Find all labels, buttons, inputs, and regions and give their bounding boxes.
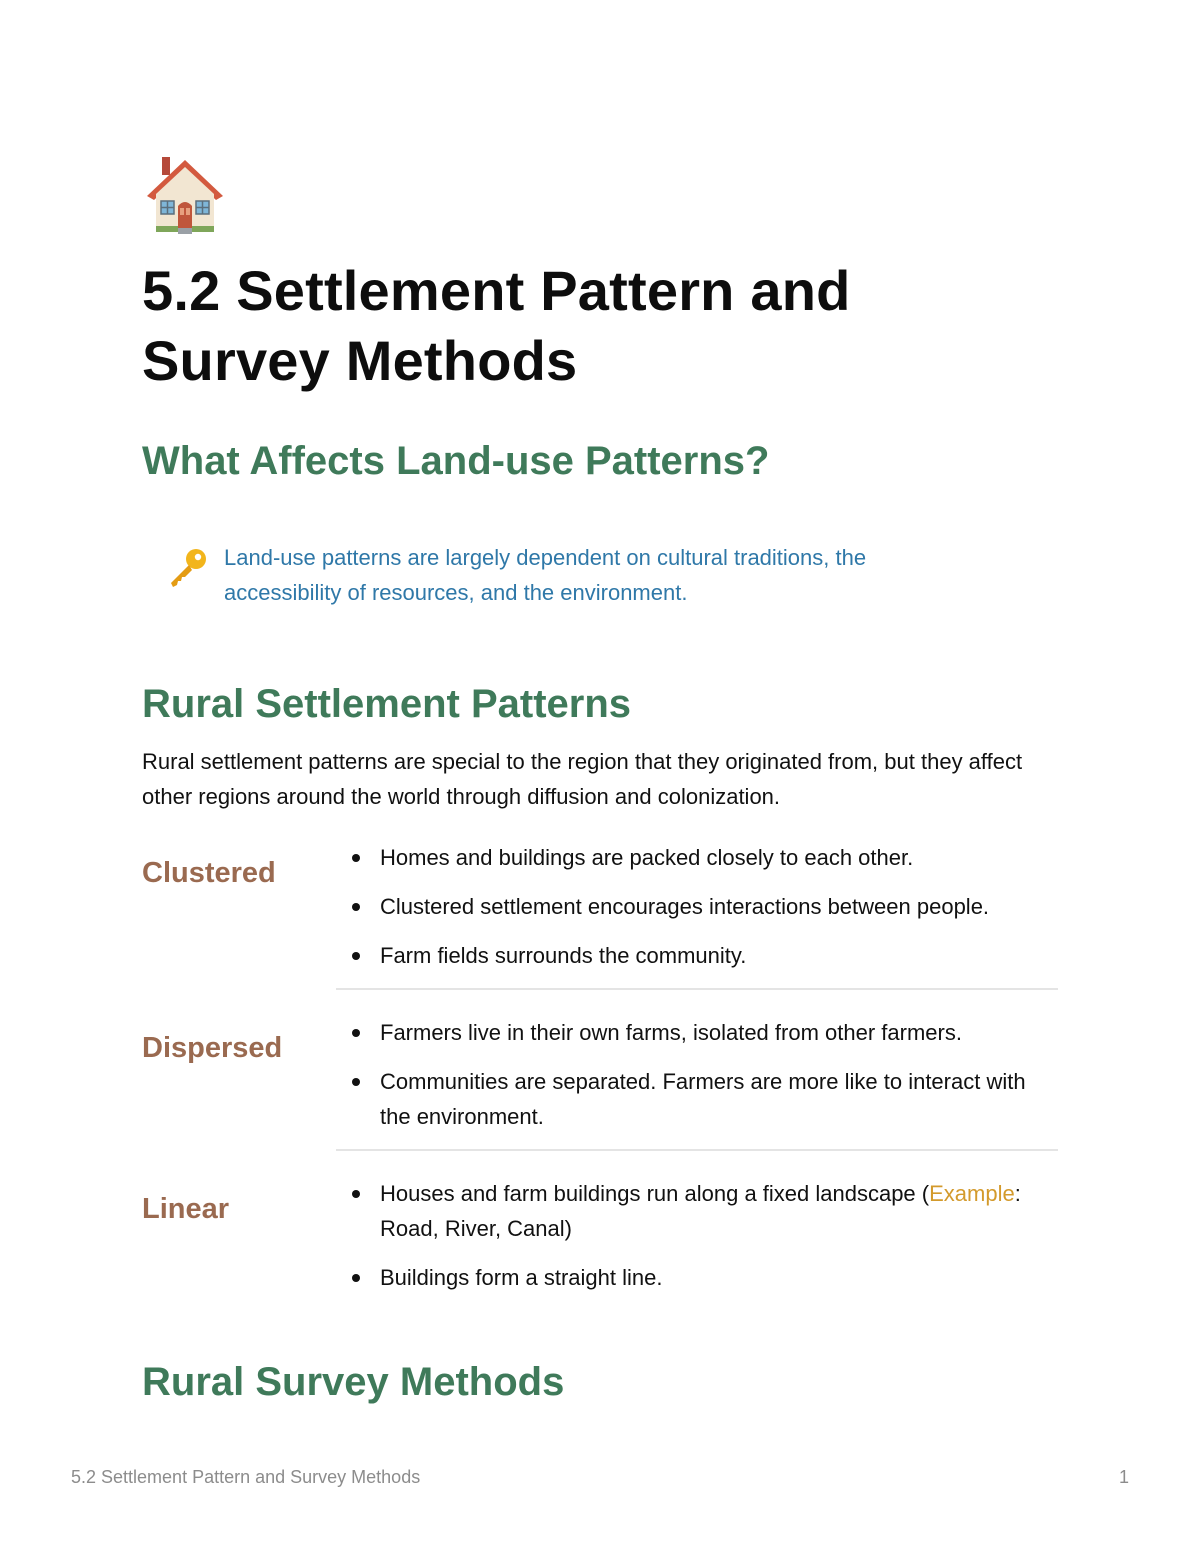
bullet-list: [336, 1015, 1058, 1134]
table-row-linear: [142, 1151, 1062, 1311]
section-heading-rural-settlement: Rural Settlement Patterns: [142, 682, 632, 726]
section-heading-rural-survey: Rural Survey Methods: [142, 1360, 565, 1404]
bullet-text-after: : Road, River, Canal): [380, 1181, 1021, 1241]
footer-page-number: 1: [1118, 1467, 1129, 1487]
bullet-text-before: Houses and farm buildings run along a fixed landscape (: [380, 1181, 930, 1206]
callout-box: [164, 540, 984, 610]
row-body-linear: [336, 1151, 1058, 1311]
row-body-dispersed: [336, 990, 1058, 1151]
list-item: Homes and buildings are packed closely to each other.: [336, 840, 1058, 875]
list-item: [336, 1176, 1058, 1246]
list-item: Communities are separated. Farmers are more like to interact with the environment.: [336, 1064, 1058, 1134]
list-item: Farmers live in their own farms, isolated from other farmers.: [336, 1015, 1058, 1050]
page-title-line-1: 5.2 Settlement Pattern and: [142, 259, 851, 322]
page-title-line-2: Survey Methods: [142, 329, 578, 392]
page-title: [142, 256, 1042, 396]
example-highlight: Example: [929, 1181, 1015, 1206]
table-row-clustered: [142, 840, 1062, 990]
row-label-clustered: Clustered: [142, 857, 276, 889]
section-heading-land-use: What Affects Land-use Patterns?: [142, 439, 770, 483]
list-item: Farm fields surrounds the community.: [336, 938, 1058, 973]
row-label-dispersed: Dispersed: [142, 1032, 283, 1064]
bullet-list: [336, 1176, 1058, 1295]
house-icon: [142, 150, 228, 236]
list-item: Buildings form a straight line.: [336, 1260, 1058, 1295]
footer-doc-title: 5.2 Settlement Pattern and Survey Methods: [71, 1467, 421, 1487]
row-label-linear: Linear: [142, 1193, 230, 1225]
row-body-clustered: [336, 840, 1058, 990]
rural-settlement-paragraph: Rural settlement patterns are special to the region that they originated from, but they affect other regions around the world through diffusion and colonization.: [142, 749, 1023, 809]
settlement-pattern-table: [142, 840, 1062, 1311]
list-item: Clustered settlement encourages interactions between people.: [336, 889, 1058, 924]
key-icon: [164, 546, 210, 592]
table-row-dispersed: [142, 990, 1062, 1151]
bullet-list: [336, 840, 1058, 973]
callout-text: Land-use patterns are largely dependent on cultural traditions, the accessibility of resources, and the environment.: [224, 545, 867, 605]
